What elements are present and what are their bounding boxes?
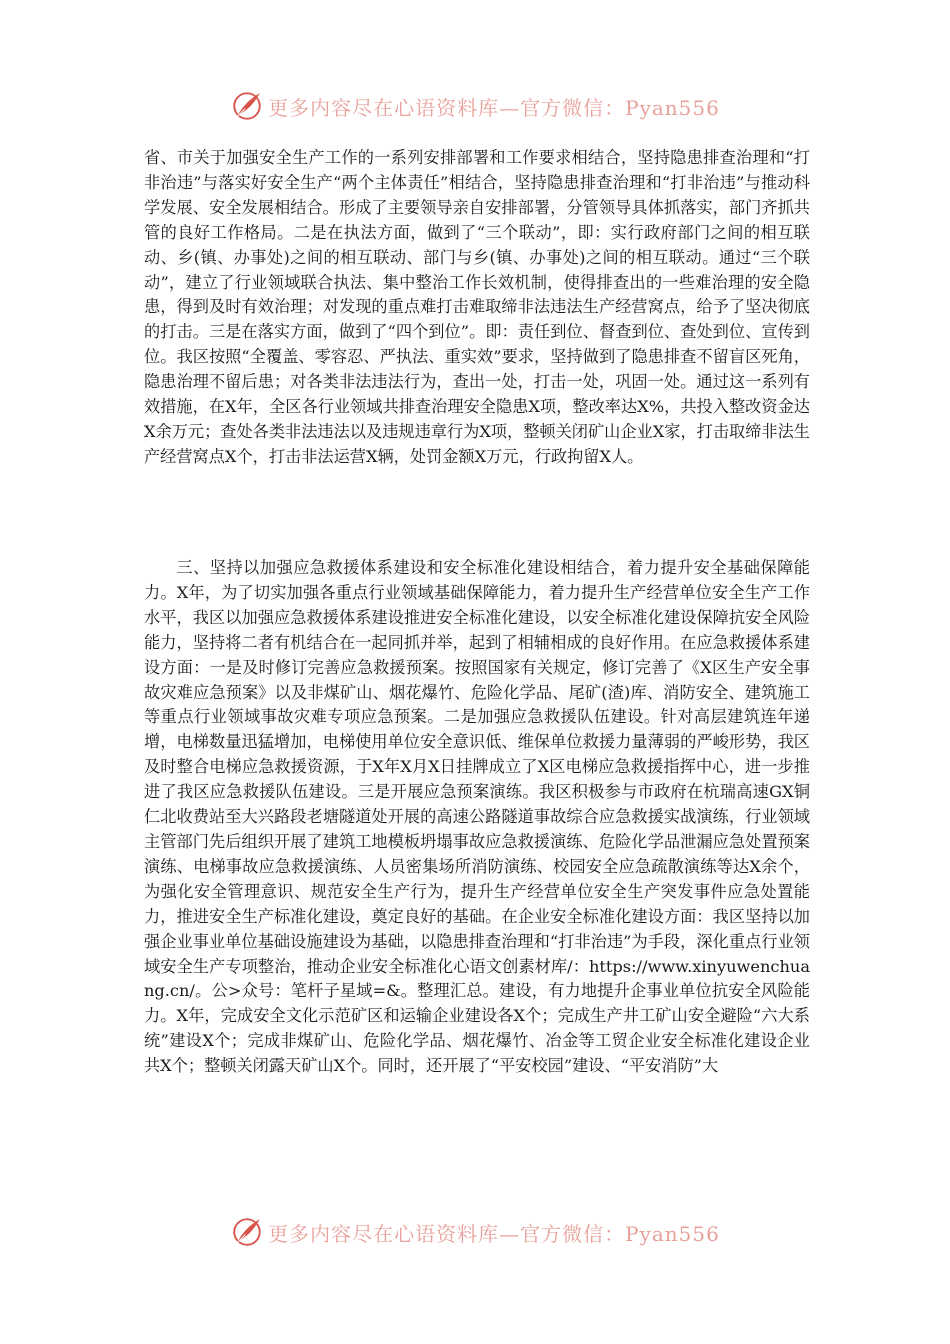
quill-logo-icon: [230, 89, 264, 123]
watermark-banner-top: [0, 86, 950, 126]
document-body: [144, 146, 810, 1079]
watermark-banner-bottom: [0, 1212, 950, 1252]
quill-logo-icon: [230, 1215, 264, 1249]
paragraph-1: 省、市关于加强安全生产工作的一系列安排部署和工作要求相结合，坚持隐患排查治理和“打非治违”与落实好安全生产“两个主体责任”相结合，坚持隐患排查治理和“打非治违”与推动科学发展、安全发展相结合。形成了主要领导亲自安排部署，分管领导具体抓落实，部门齐抓共管的良好工作格局。二是在执法方面，做到了“三个联动”，即：实行政府部门之间的相互联动、乡(镇、办事处)之间的相互联动、部门与乡(镇、办事处)之间的相互联动。通过“三个联动”，建立了行业领域联合执法、集中整治工作长效机制，使得排查出的一些难治理的安全隐患，得到及时有效治理；对发现的重点难打击难取缔非法违法生产经营窝点，给予了坚决彻底的打击。三是在落实方面，做到了“四个到位”。即：责任到位、督查到位、查处到位、宣传到位。我区按照“全覆盖、零容忍、严执法、重实效”要求，坚持做到了隐患排查不留盲区死角，隐患治理不留后患；对各类非法违法行为，查出一处，打击一处，巩固一处。通过这一系列有效措施，在X年，全区各行业领域共排查治理安全隐患X项，整改率达X%，共投入整改资金达X余万元；查处各类非法违法以及违规违章行为X项，整顿关闭矿山企业X家，打击取缔非法生产经营窝点X个，打击非法运营X辆，处罚金额X万元，行政拘留X人。: [144, 148, 810, 466]
paragraph-2: 三、坚持以加强应急救援体系建设和安全标准化建设相结合，着力提升安全基础保障能力。X年，为了切实加强各重点行业领域基础保障能力，着力提升生产经营单位安全生产工作水平，我区以加强应急救援体系建设推进安全标准化建设，以安全标准化建设保障抗安全风险能力，坚持将二者有机结合在一起同抓并举，起到了相辅相成的良好作用。在应急救援体系建设方面：一是及时修订完善应急救援预案。按照国家有关规定，修订完善了《X区生产安全事故灾难应急预案》以及非煤矿山、烟花爆竹、危险化学品、尾矿(渣)库、消防安全、建筑施工等重点行业领域事故灾难专项应急预案。二是加强应急救援队伍建设。针对高层建筑连年递增，电梯数量迅猛增加，电梯使用单位安全意识低、维保单位救援力量薄弱的严峻形势，我区及时整合电梯应急救援资源，于X年X月X日挂牌成立了X区电梯应急救援指挥中心，进一步推进了我区应急救援队伍建设。三是开展应急预案演练。我区积极参与市政府在杭瑞高速GX铜仁北收费站至大兴路段老塘隧道处开展的高速公路隧道事故综合应急救援实战演练，行业领域主管部门先后组织开展了建筑工地模板坍塌事故应急救援演练、危险化学品泄漏应急处置预案演练、电梯事故应急救援演练、人员密集场所消防演练、校园安全应急疏散演练等达X余个，为强化安全管理意识、规范安全生产行为，提升生产经营单位安全生产突发事件应急处置能力，推进安全生产标准化建设，奠定良好的基础。在企业安全标准化建设方面：我区坚持以加强企业事业单位基础设施建设为基础，以隐患排查治理和“打非治违”为手段，深化重点行业领域安全生产专项整治，推动企业安全标准化心语文创素材库/：https://www.xinyuwenchuang.cn/。公>众号：笔杆子星域=&。整理汇总。建设，有力地提升企事业单位抗安全风险能力。X年，完成安全文化示范矿区和运输企业建设各X个；完成生产井工矿山安全避险“六大系统”建设X个；完成非煤矿山、危险化学品、烟花爆竹、冶金等工贸企业安全标准化建设企业共X个；整顿关闭露天矿山X个。同时，还开展了“平安校园”建设、“平安消防”大: [144, 558, 810, 1076]
watermark-text: 更多内容尽在心语资料库—官方微信：Pyan556: [268, 1221, 720, 1246]
watermark-text: 更多内容尽在心语资料库—官方微信：Pyan556: [268, 95, 720, 120]
